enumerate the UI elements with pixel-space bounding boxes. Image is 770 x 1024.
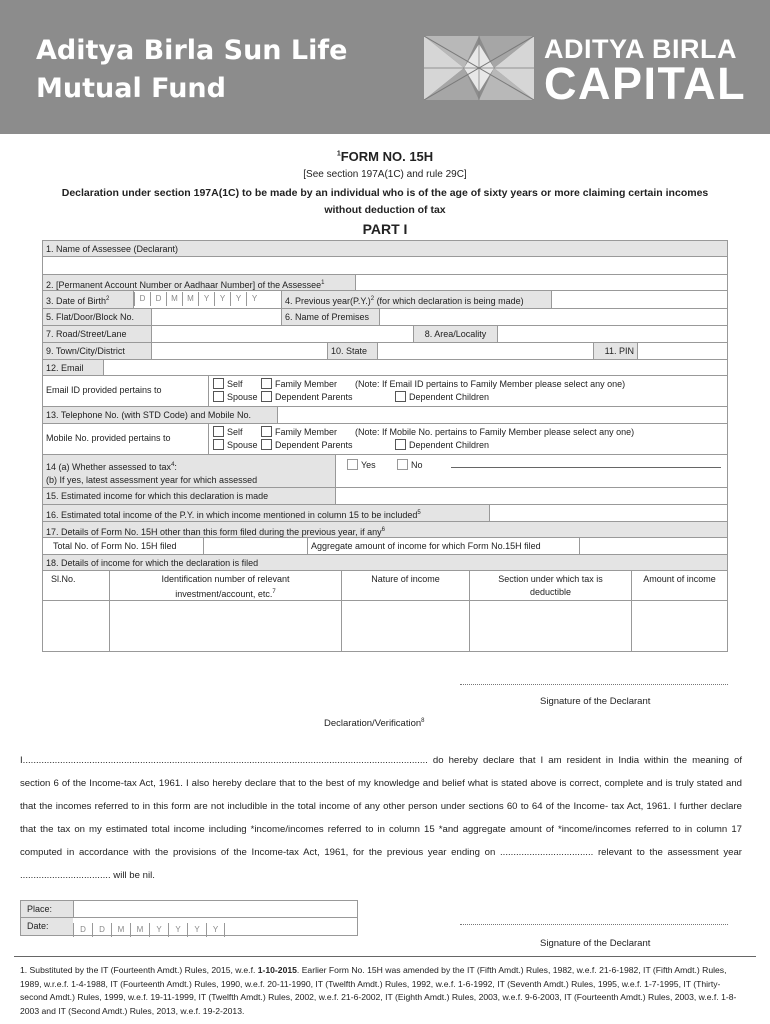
mobile-parents-checkbox[interactable] <box>261 439 272 450</box>
col-identification-text: Identification number of relevant investment/account, etc. <box>161 574 290 599</box>
assessment-year-input[interactable] <box>451 459 721 468</box>
signature-label-2: Signature of the Declarant <box>540 938 651 949</box>
date-row <box>21 918 241 935</box>
row-road-area <box>43 326 727 343</box>
form-title-text: FORM NO. 15H <box>340 149 434 164</box>
input-name-row <box>43 257 727 275</box>
email-family-checkbox[interactable] <box>261 378 272 389</box>
row-income-details <box>43 555 727 571</box>
footnote-post: . Earlier Form No. 15H was amended by the IT (Fifth Amdt.) Rules, 1982, w.e.f. 21-6-1982, IT (Fifth Amdt.) Rules, 1989, w.r.e.f. 1-4-1988, IT (Fourteenth Amdt.) Rules, 1990, w.e.f. 20-11-1990, IT (Twelfth Amdt.) Rules, 1992, w.e.f. 1-6-1992, IT (Seventh Amdt.) Rules, 1995, w.e.f. 1-7-1995, IT (Thirty-second Amdt.) Rules, 1999, w.e.f. 19-11-1999, IT (Twelfth Amdt.) Rules, 2002, w.e.f. 21-6-2002, IT (Eighth Amdt.) Rules, 2003, w.e.f. 9-6-2003, IT (Fourteenth Amdt.) Rules, 2003, w.e.f. 1-8-2003 and IT (Second Amdt.) Rules, 2013, w.e.f. 19-2-2013. <box>20 965 737 1016</box>
date-box[interactable]: M <box>111 923 130 937</box>
place-date-box <box>20 900 358 936</box>
aditya-birla-logo-icon <box>424 36 534 100</box>
label-assessed-b: (b) If yes, latest assessment year for which assessed <box>46 475 258 485</box>
footnote-bold-date: 1-10-2015 <box>257 965 297 975</box>
dob-box[interactable]: M <box>182 292 198 306</box>
footnote <box>20 964 746 1018</box>
label-state: 10. State <box>327 343 377 359</box>
cell-amount[interactable] <box>631 601 727 651</box>
income-table-header <box>43 571 727 601</box>
dob-box[interactable]: Y <box>198 292 214 306</box>
place-input[interactable] <box>73 901 357 917</box>
label-flat: 5. Flat/Door/Block No. <box>43 309 151 325</box>
mobile-children-label: Dependent Children <box>409 440 490 450</box>
date-box[interactable]: D <box>73 923 92 937</box>
mobile-parents-label: Dependent Parents <box>275 440 353 450</box>
label-aggregate: Aggregate amount of income for which Form No.15H filed <box>307 538 579 554</box>
place-row <box>21 901 357 918</box>
label-mobile-pertains: Mobile No. provided pertains to <box>46 433 171 443</box>
label-assessed-sup: 4 <box>171 462 175 468</box>
mobile-note: (Note: If Mobile No. pertains to Family Member please select any one) <box>355 427 635 437</box>
col-section: Section under which tax is deductible <box>469 571 631 600</box>
email-spouse-label: Spouse <box>227 392 258 402</box>
email-pertains-options <box>208 376 727 406</box>
see-section: [See section 197A(1C) and rule 29C] <box>303 169 467 180</box>
fund-name <box>36 32 396 108</box>
email-parents-checkbox[interactable] <box>261 391 272 402</box>
flat-input[interactable] <box>151 309 281 325</box>
mobile-spouse-checkbox[interactable] <box>213 439 224 450</box>
declaration-heading: Declaration under section 197A(1C) to be made by an individual who is of the age of sixty years or more claiming certain incomes without deduction of tax <box>61 187 709 216</box>
email-children-checkbox[interactable] <box>395 391 406 402</box>
col-slno: Sl.No. <box>51 574 76 584</box>
label-py-sup: 2 <box>370 296 375 302</box>
mobile-family-label: Family Member <box>275 427 338 437</box>
label-premises: 6. Name of Premises <box>281 309 379 325</box>
email-self-checkbox[interactable] <box>213 378 224 389</box>
row-email-pertains <box>43 376 727 407</box>
brand-line2: CAPITAL <box>544 58 747 109</box>
row-total-income <box>43 505 727 522</box>
estimated-income-input[interactable] <box>335 488 727 504</box>
col-amount: Amount of income <box>631 571 727 600</box>
row-flat-premises <box>43 309 727 326</box>
row-estimated-income <box>43 488 727 505</box>
mobile-options-line2 <box>213 439 723 452</box>
email-family-label: Family Member <box>275 379 338 389</box>
date-box[interactable]: Y <box>168 923 187 937</box>
brand-line1: ADITYA BIRLA <box>544 34 738 64</box>
row-pan <box>43 275 727 291</box>
email-parents-label: Dependent Parents <box>275 392 353 402</box>
row-forms-filed <box>43 538 727 555</box>
email-note: (Note: If Email ID pertains to Family Member please select any one) <box>355 379 626 389</box>
row-dob-py <box>43 291 727 309</box>
label-total-forms: Total No. of Form No. 15H filed <box>53 541 177 551</box>
label-total-income-sup: 5 <box>417 510 421 516</box>
label-dob <box>43 291 133 308</box>
row-other-forms <box>43 522 727 538</box>
email-options-line2 <box>213 391 723 404</box>
col-identification <box>109 571 341 600</box>
dob-boxes[interactable] <box>133 291 281 308</box>
email-spouse-checkbox[interactable] <box>213 391 224 402</box>
cell-identification[interactable] <box>109 601 341 651</box>
label-py-text: 4. Previous year(P.Y.) <box>285 296 371 306</box>
label-assessed-a: 14 (a) Whether assessed to tax$^4$: <box>46 462 177 472</box>
date-box[interactable]: Y <box>149 923 168 937</box>
email-options-line1 <box>213 378 723 391</box>
road-input[interactable] <box>151 326 413 342</box>
label-town: 9. Town/City/District <box>43 343 151 359</box>
signature-line-1[interactable] <box>460 684 728 685</box>
footnote-divider <box>14 956 756 957</box>
label-assessed <box>43 455 335 487</box>
label-dob-sup: 2 <box>106 296 110 302</box>
date-box[interactable]: D <box>92 923 111 937</box>
cell-nature[interactable] <box>341 601 469 651</box>
label-pan-sup: 1 <box>321 280 325 286</box>
label-email: 12. Email <box>43 360 103 375</box>
label-other-forms <box>43 522 727 537</box>
mobile-family-checkbox[interactable] <box>261 426 272 437</box>
email-children-label: Dependent Children <box>409 392 490 402</box>
dob-box[interactable]: Y <box>214 292 230 306</box>
email-self-label: Self <box>227 379 243 389</box>
label-other-forms-sup: 6 <box>381 527 386 533</box>
assessed-yes-label: Yes <box>361 460 376 470</box>
mobile-options-line1 <box>213 426 723 439</box>
label-road: 7. Road/Street/Lane <box>43 326 151 342</box>
verification-heading <box>324 718 425 729</box>
label-pan <box>43 275 373 290</box>
assessed-options <box>335 455 727 487</box>
brand-wordmark <box>544 34 747 109</box>
area-input[interactable] <box>497 326 727 342</box>
cell-slno[interactable] <box>43 601 109 651</box>
aggregate-input[interactable] <box>579 538 727 554</box>
verification-heading-text: Declaration/Verification <box>324 718 422 730</box>
date-box[interactable]: Y <box>206 923 225 937</box>
row-town-state-pin <box>43 343 727 360</box>
header-banner <box>0 0 770 134</box>
label-area: 8. Area/Locality <box>413 326 497 342</box>
dob-box[interactable]: Y <box>230 292 246 306</box>
signature-label-1: Signature of the Declarant <box>540 696 651 707</box>
form-title-sup: 1 <box>336 150 341 158</box>
label-pin: 11. PIN <box>593 343 637 359</box>
row-assessed <box>43 455 727 488</box>
form-title <box>0 149 770 164</box>
declaration-paragraph: I........................................................................................................................................................ do hereby declare that I am resident in India within the meaning of section 6 of the Income-tax Act, 1961. I also hereby declare that to the best of my knowledge and belief what is stated above is correct, complete and is truly stated and that the incomes referred to in this form are not includible in the total income of any other person under sections 60 to 64 of the Income- tax Act, 1961. I further declare that the tax on my estimated total income including *income/incomes referred to in column 15 *and aggregate amount of *income/incomes referred to in column 17 computed in accordance with the provisions of the Income-tax Act, 1961, for the previous year ending on ................................... relevant to the assessment year .................................. will be nil. <box>20 755 742 881</box>
label-email-pertains: Email ID provided pertains to <box>46 385 162 395</box>
dob-box[interactable]: M <box>166 292 182 306</box>
label-dob-text: 3. Date of Birth <box>46 296 107 306</box>
total-forms-input[interactable] <box>203 538 307 554</box>
label-total-income <box>43 505 489 521</box>
form-grid <box>42 240 728 652</box>
col-nature: Nature of income <box>341 571 469 600</box>
dob-box[interactable]: D <box>134 292 150 306</box>
state-input[interactable] <box>377 343 593 359</box>
part-heading: PART I <box>362 221 408 237</box>
label-name-of-assessee: 1. Name of Assessee (Declarant) <box>46 244 179 254</box>
label-income-details: 18. Details of income for which the declaration is filed <box>46 558 259 568</box>
row-name <box>43 241 727 257</box>
fund-name-line2: Mutual Fund <box>36 73 226 104</box>
assessed-no-checkbox[interactable] <box>397 459 408 470</box>
income-table-row <box>43 601 727 651</box>
verification-sup: 8 <box>421 718 425 724</box>
mobile-children-checkbox[interactable] <box>395 439 406 450</box>
signature-line-2[interactable] <box>460 924 728 925</box>
telephone-input[interactable] <box>277 407 727 423</box>
name-input[interactable] <box>43 257 727 274</box>
label-telephone: 13. Telephone No. (with STD Code) and Mobile No. <box>43 407 277 423</box>
assessed-no-label: No <box>411 460 423 470</box>
pan-input[interactable] <box>355 275 727 290</box>
row-email <box>43 360 727 376</box>
label-pan-text: 2. [Permanent Account Number or Aadhaar Number] of the Assessee <box>46 280 322 290</box>
email-input[interactable] <box>103 360 727 375</box>
mobile-self-label: Self <box>227 427 243 437</box>
label-previous-year <box>281 291 551 308</box>
label-assessed-a-text: 14 (a) Whether assessed to tax <box>46 462 172 472</box>
label-estimated-income: 15. Estimated income for which this declaration is made <box>43 488 335 504</box>
mobile-spouse-label: Spouse <box>227 440 258 450</box>
label-place: Place: <box>21 901 73 917</box>
mobile-self-checkbox[interactable] <box>213 426 224 437</box>
date-boxes[interactable] <box>73 919 225 937</box>
previous-year-input[interactable] <box>551 291 727 308</box>
label-total-income-text: 16. Estimated total income of the P.Y. in which income mentioned in column 15 to be included <box>46 510 418 520</box>
fund-name-line1: Aditya Birla Sun Life <box>36 35 348 66</box>
pin-input[interactable] <box>637 343 727 359</box>
mobile-pertains-options <box>208 424 727 454</box>
cell-section[interactable] <box>469 601 631 651</box>
row-telephone <box>43 407 727 424</box>
footnote-pre: 1. Substituted by the IT (Fourteenth Amdt.) Rules, 2015, w.e.f. <box>20 965 258 975</box>
date-box[interactable]: Y <box>187 923 206 937</box>
label-other-forms-text: 17. Details of Form No. 15H other than this form filed during the previous year, if any <box>46 527 382 537</box>
dob-box[interactable]: Y <box>246 292 262 306</box>
label-py-rest: (for which declaration is being made) <box>374 296 524 306</box>
assessed-yes-checkbox[interactable] <box>347 459 358 470</box>
date-box[interactable]: M <box>130 923 149 937</box>
dob-box[interactable]: D <box>150 292 166 306</box>
row-mobile-pertains <box>43 424 727 455</box>
total-income-input[interactable] <box>489 505 727 521</box>
label-date: Date: <box>21 918 73 935</box>
town-input[interactable] <box>151 343 327 359</box>
col-identification-sup: 7 <box>272 589 276 595</box>
premises-input[interactable] <box>379 309 727 325</box>
